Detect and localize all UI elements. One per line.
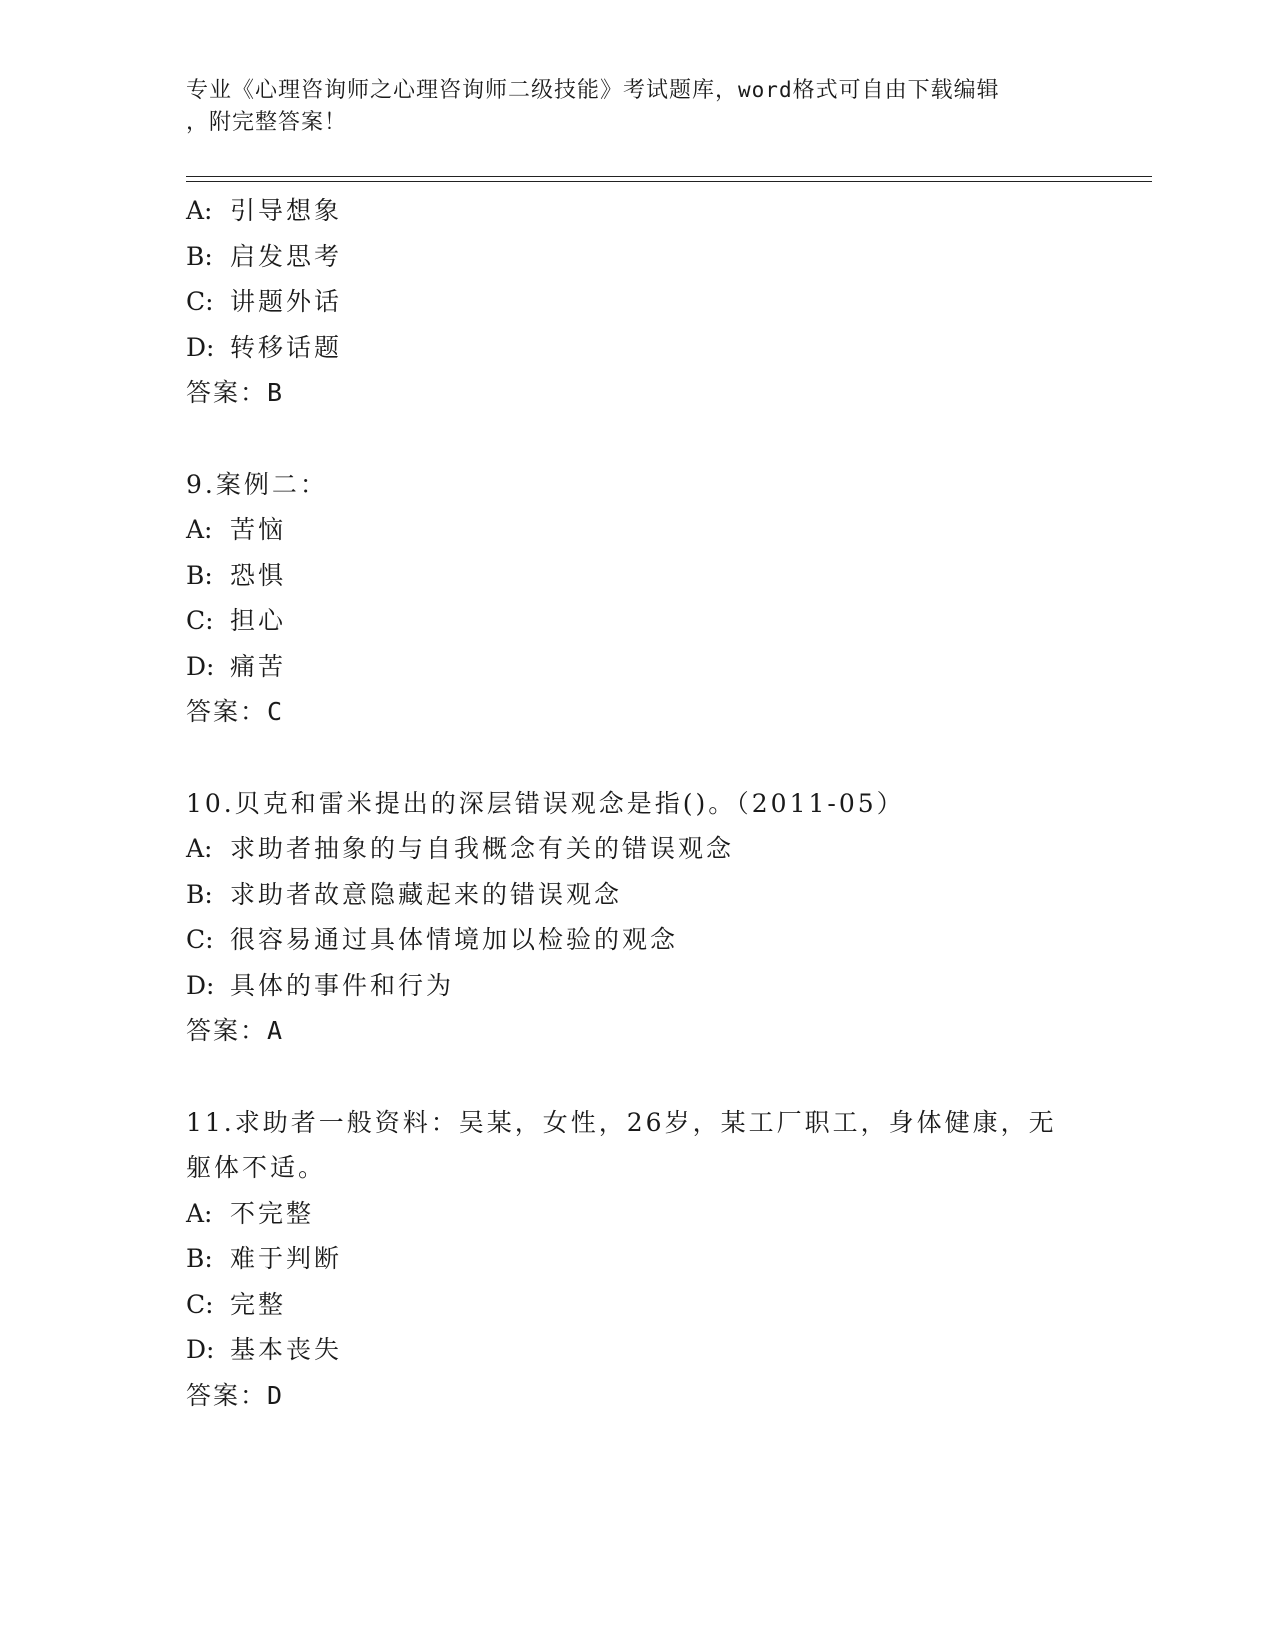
answer-label: 答案： [186,1380,268,1410]
answer-value: A [267,1016,283,1045]
option-b [186,872,1086,918]
option-b [186,1236,1086,1282]
option-d [186,325,1086,371]
option-letter: B: [186,560,213,590]
question-block-8 [186,188,1086,416]
question-block-11 [186,1100,1086,1419]
option-c [186,598,1086,644]
question-block-10 [186,781,1086,1054]
spacer [186,735,1086,781]
question-stem-line-1: 11.求助者一般资料：吴某，女性，26岁，某工厂职工，身体健康，无 [186,1107,1057,1137]
header-title-word: word [738,78,793,102]
header-divider-top [186,176,1152,177]
option-letter: A: [186,834,213,863]
option-letter: A: [186,1198,213,1228]
answer-line [186,1008,1086,1054]
question-list [186,188,1086,1418]
option-b [186,234,1086,280]
option-letter: A: [186,515,213,544]
header-divider-bottom [186,181,1152,182]
answer-label: 答案： [186,1016,268,1045]
option-text: 求助者抽象的与自我概念有关的错误观念 [230,834,735,863]
option-text: 痛苦 [230,651,287,681]
option-text: 讲题外话 [230,287,343,316]
option-letter: D: [186,1335,215,1364]
answer-value: B [267,378,283,407]
option-letter: C: [186,925,214,954]
option-letter: D: [186,332,215,362]
option-letter: B: [186,879,213,909]
option-text: 基本丧失 [230,1335,343,1364]
answer-line [186,370,1086,416]
spacer [186,416,1086,462]
header-title-part1: 专业《心理咨询师之心理咨询师二级技能》考试题库， [186,78,739,103]
answer-label: 答案： [186,378,268,407]
option-letter: C: [186,606,214,635]
option-letter: B: [186,1244,213,1273]
option-text: 苦恼 [230,515,287,544]
option-letter: C: [186,1289,214,1319]
option-c [186,1282,1086,1328]
option-text: 完整 [230,1289,287,1319]
spacer [186,1054,1086,1100]
question-block-9 [186,462,1086,735]
option-d [186,644,1086,690]
option-b [186,553,1086,599]
option-a [186,826,1086,872]
answer-line [186,1373,1086,1419]
option-a [186,1191,1086,1237]
option-c [186,279,1086,325]
option-text: 启发思考 [230,241,343,271]
header-line-1 [186,74,1066,107]
option-a [186,188,1086,234]
option-letter: C: [186,287,214,316]
option-text: 引导想象 [230,196,343,225]
header-line-2: ，附完整答案！ [186,110,348,135]
option-text: 很容易通过具体情境加以检验的观念 [230,925,679,954]
answer-label: 答案： [186,697,268,726]
option-a [186,507,1086,553]
option-text: 恐惧 [230,560,287,590]
option-d [186,1327,1086,1373]
option-letter: B: [186,241,213,271]
option-letter: D: [186,970,215,1000]
question-stem-line-2: 躯体不适。 [186,1153,327,1182]
option-c [186,917,1086,963]
option-d [186,963,1086,1009]
header-title-part2: 格式可自由下载编辑 [792,78,1000,103]
answer-value: D [267,1380,283,1410]
option-text: 转移话题 [230,332,343,362]
answer-line [186,689,1086,735]
option-text: 不完整 [230,1198,315,1228]
document-header [186,74,1066,139]
question-stem: 9.案例二： [186,469,328,499]
option-text: 难于判断 [230,1244,343,1273]
option-text: 担心 [230,606,287,635]
answer-value: C [267,697,283,726]
option-letter: D: [186,651,215,681]
option-text: 求助者故意隐藏起来的错误观念 [230,879,623,909]
option-letter: A: [186,196,213,225]
question-stem: 10.贝克和雷米提出的深层错误观念是指()。（2011-05） [186,788,905,818]
option-text: 具体的事件和行为 [230,970,455,1000]
